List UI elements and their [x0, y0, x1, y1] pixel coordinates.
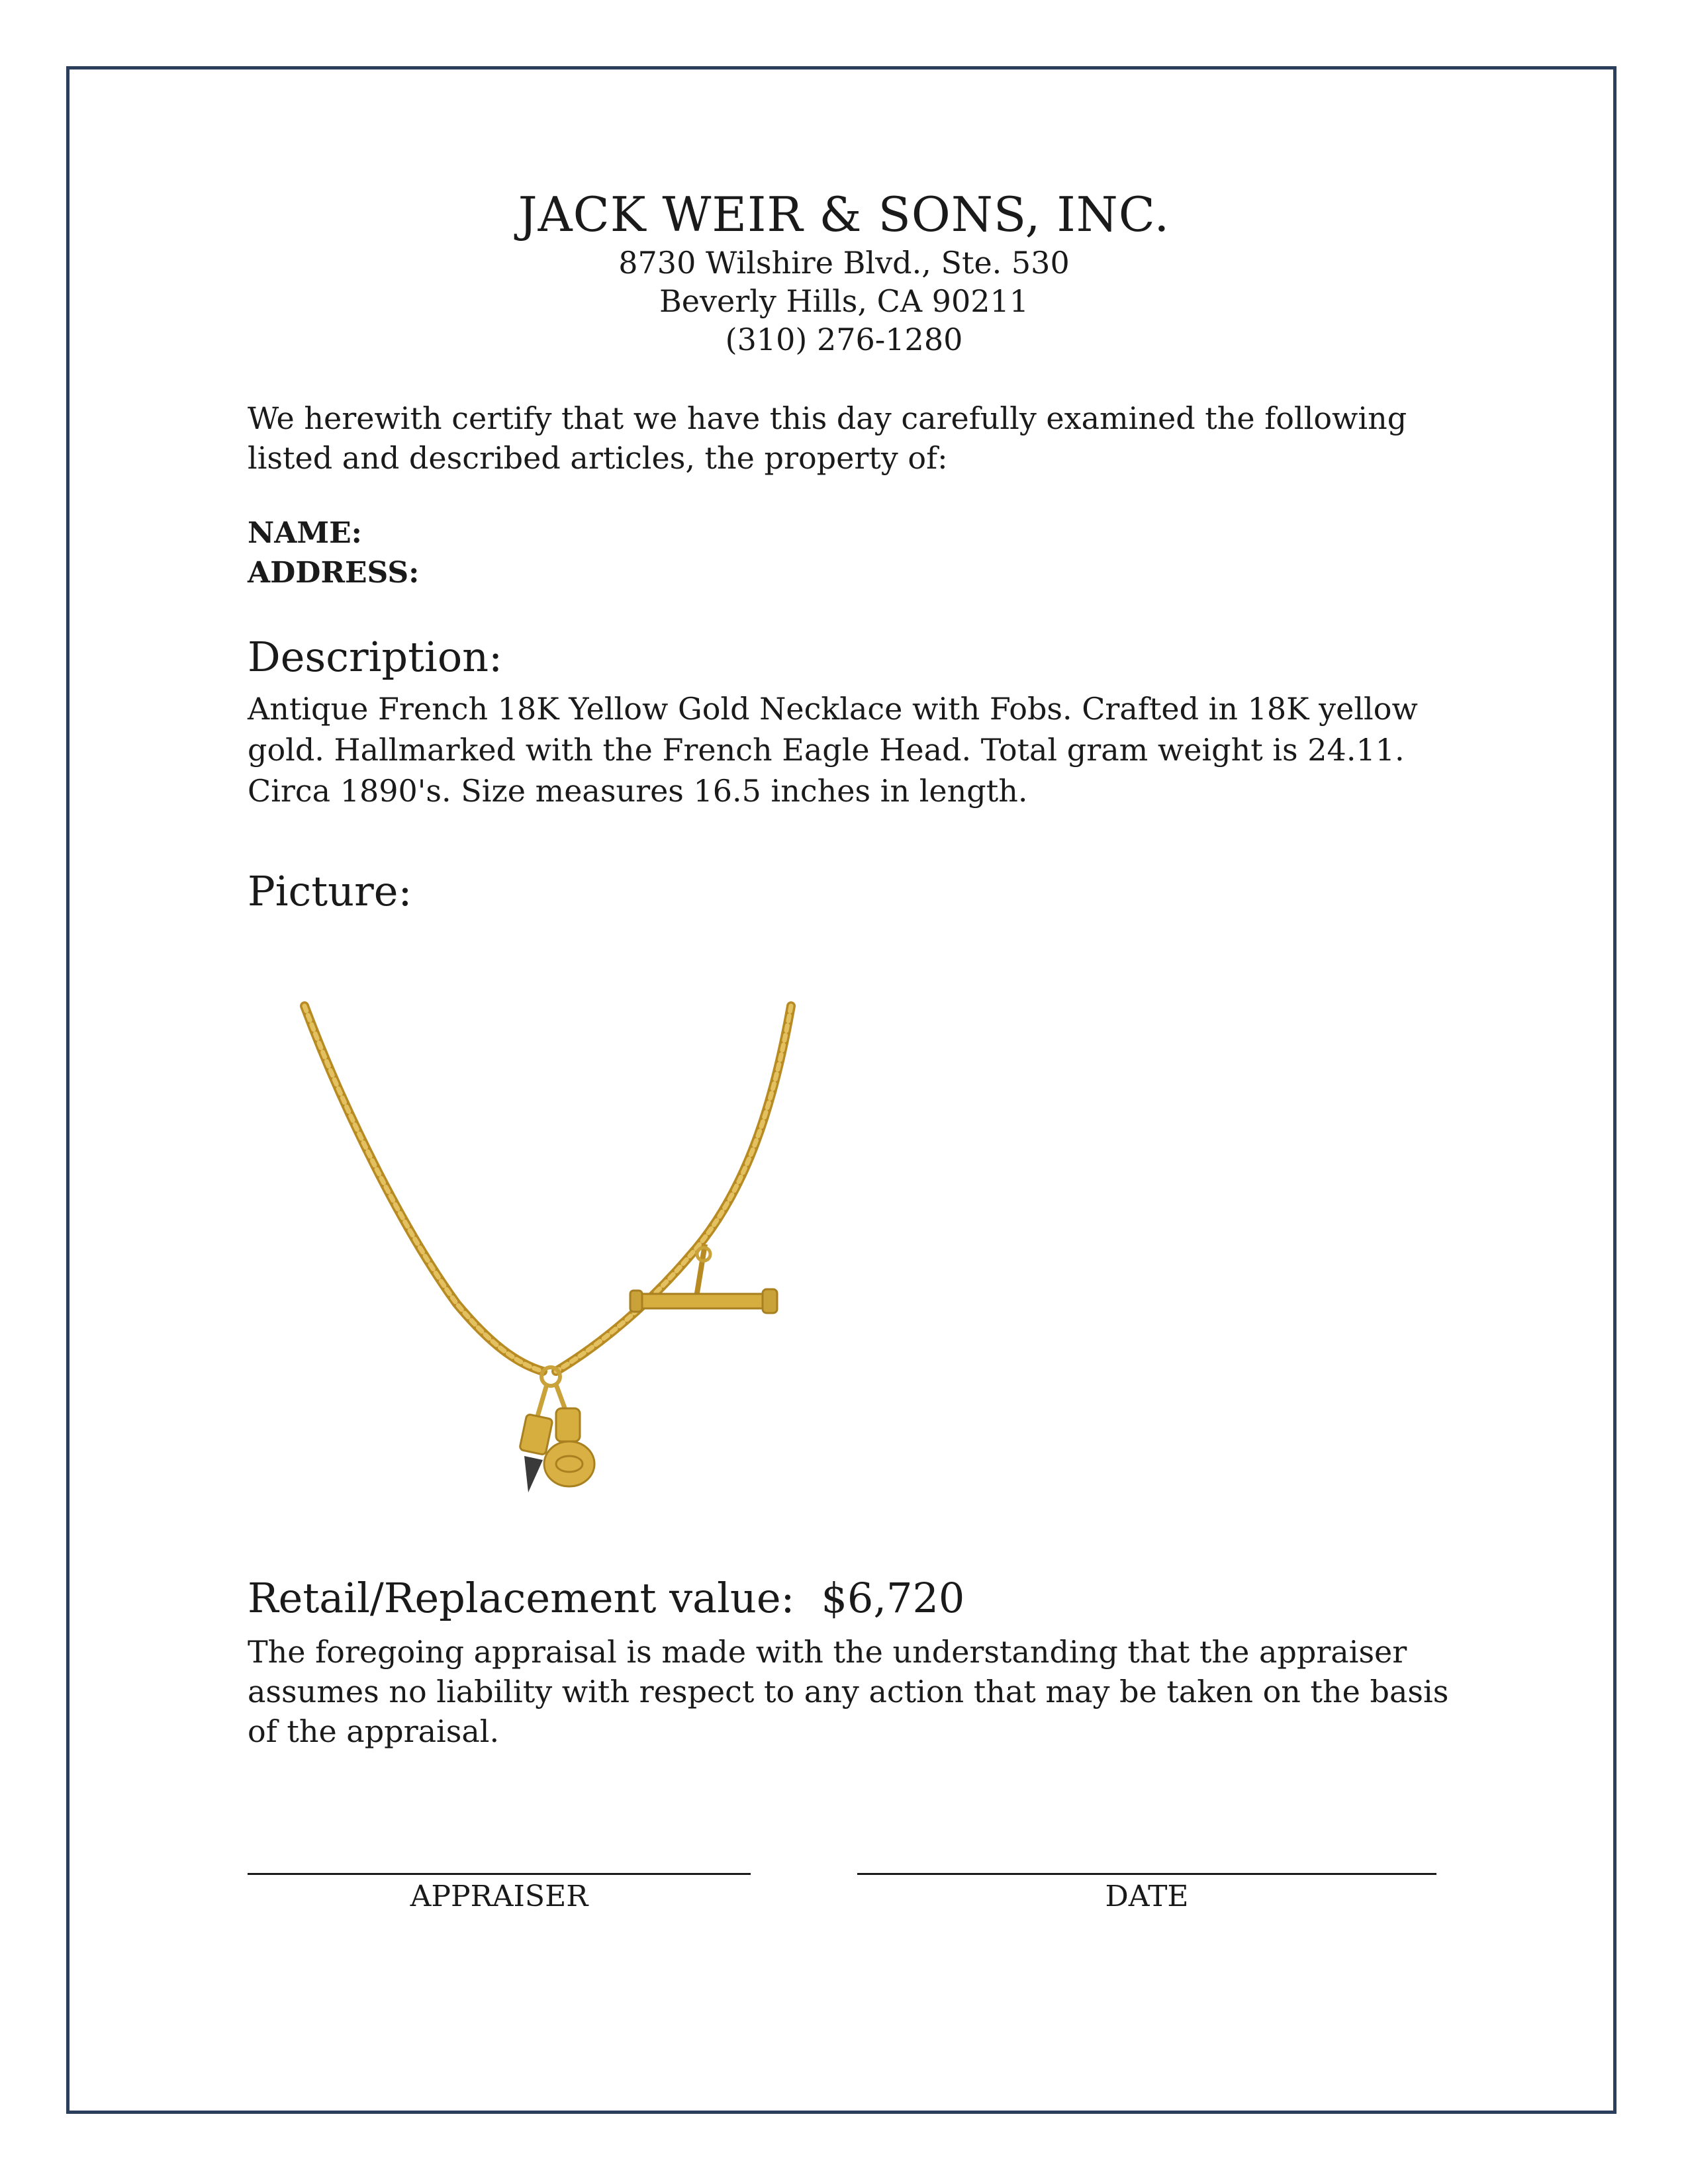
description-text: Antique French 18K Yellow Gold Necklace with Fobs. Crafted in 18K yellow gold. Hallmarked with the French Eagle Head. Total gram weight is 24.11. Circa 1890's. Size measures 16.5 inches in length.	[248, 691, 1418, 809]
date-signature-line	[857, 1873, 1436, 1875]
company-phone: (310) 276-1280	[725, 322, 963, 357]
necklace-photo	[291, 993, 808, 1496]
appraiser-signature-line	[248, 1873, 751, 1875]
company-address-line1: 8730 Wilshire Blvd., Ste. 530	[618, 245, 1070, 281]
address-label: ADDRESS:	[248, 556, 420, 590]
retail-value-line	[248, 1574, 964, 1622]
description-heading: Description:	[248, 633, 502, 681]
name-label: NAME:	[248, 516, 362, 550]
certification-text: We herewith certify that we have this day carefully examined the following listed and described articles, the property of:	[248, 400, 1407, 476]
company-address-line2: Beverly Hills, CA 90211	[659, 283, 1029, 319]
retail-value-amount: $6,720	[821, 1574, 965, 1622]
disclaimer-text: The foregoing appraisal is made with the understanding that the appraiser assumes no liability with respect to any action that may be taken on the basis of the appraisal.	[248, 1634, 1449, 1749]
appraiser-label: APPRAISER	[410, 1880, 588, 1913]
company-name: JACK WEIR & SONS, INC.	[518, 187, 1170, 242]
picture-heading: Picture:	[248, 867, 412, 915]
date-label: DATE	[1105, 1880, 1189, 1913]
retail-value-label: Retail/Replacement value:	[248, 1574, 795, 1622]
